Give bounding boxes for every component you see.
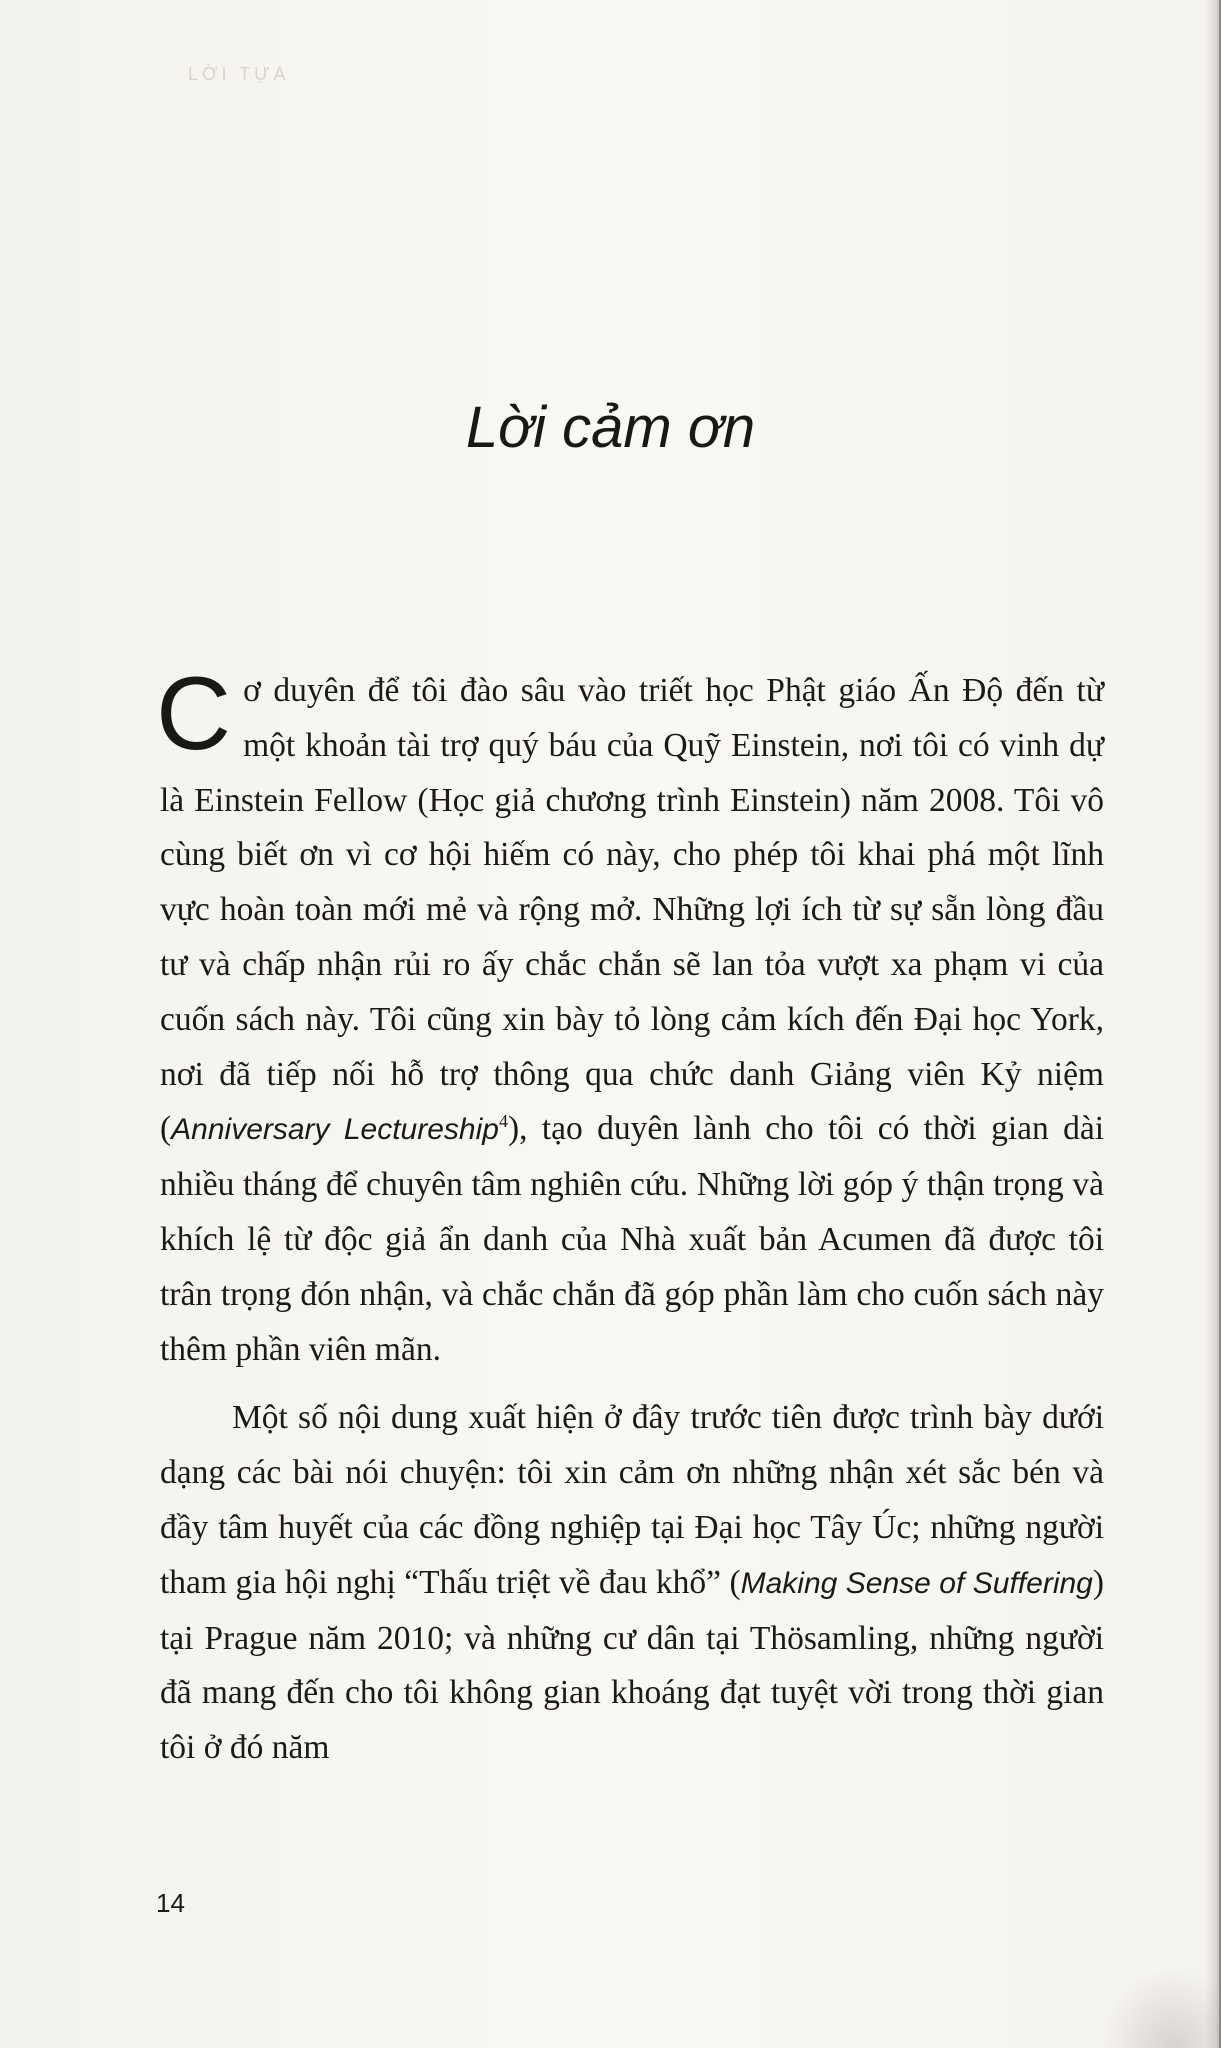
page-number: 14 (156, 1888, 185, 1918)
body-text (156, 656, 1105, 1776)
italic-term-making-sense-of-suffering: Making Sense of Suffering (740, 1566, 1093, 1600)
page-edge-shadow (1205, 0, 1221, 2048)
corner-shadow (1100, 1968, 1221, 2048)
paragraph-2-text-b: ) tại Prague năm 2010; và những cư dân tại Thösamling, những người đã mang đến cho tôi không gian khoáng đạt tuyệt vời trong thời gian tôi ở đó năm (160, 1563, 1105, 1767)
paragraph-1 (156, 656, 1104, 1377)
running-head: LỜI TỰA (188, 64, 290, 84)
page-title: Lời cảm ơn (465, 395, 756, 460)
paragraph-1-text-a: ơ duyên để tôi đào sâu vào triết học Phật giáo Ấn Độ đến từ một khoản tài trợ quý báu của Quỹ Einstein, nơi tôi có vinh dự là Einstein Fellow (Học giả chương trình Einstein) năm 2008. Tôi vô cùng biết ơn vì cơ hội hiếm có này, cho phép tôi khai phá một lĩnh vực hoàn toàn mới mẻ và rộng mở. Những lợi ích từ sự sẵn lòng đầu tư và chấp nhận rủi ro ấy chắc chắn sẽ lan tỏa vượt xa phạm vi của cuốn sách này. Tôi cũng xin bày tỏ lòng cảm kích đến Đại học York, nơi đã tiếp nối hỗ trợ thông qua chức danh Giảng viên Kỷ niệm ( (160, 672, 1104, 1148)
footnote-marker: 4 (498, 1111, 508, 1132)
italic-term-anniversary-lectureship: Anniversary Lectureship (171, 1113, 499, 1147)
paragraph-1-text-b: ), tạo duyên lành cho tôi có thời gian dài nhiều tháng để chuyên tâm nghiên cứu. Những lời góp ý thận trọng và khích lệ từ độc giả ẩn danh của Nhà xuất bản Acumen đã được tôi trân trọng đón nhận, và chắc chắn đã góp phần làm cho cuốn sách này thêm phần viên mãn. (160, 1110, 1104, 1368)
paragraph-2 (160, 1391, 1104, 1776)
drop-cap: C (156, 656, 232, 772)
paragraph-2-text-a: Một số nội dung xuất hiện ở đây trước tiên được trình bày dưới dạng các bài nói chuyện: tôi xin cảm ơn những nhận xét sắc bén và đầy tâm huyết của các đồng nghiệp tại Đại học Tây Úc; những người tham gia hội nghị “Thấu triệt về đau khổ” ( (160, 1399, 1104, 1601)
